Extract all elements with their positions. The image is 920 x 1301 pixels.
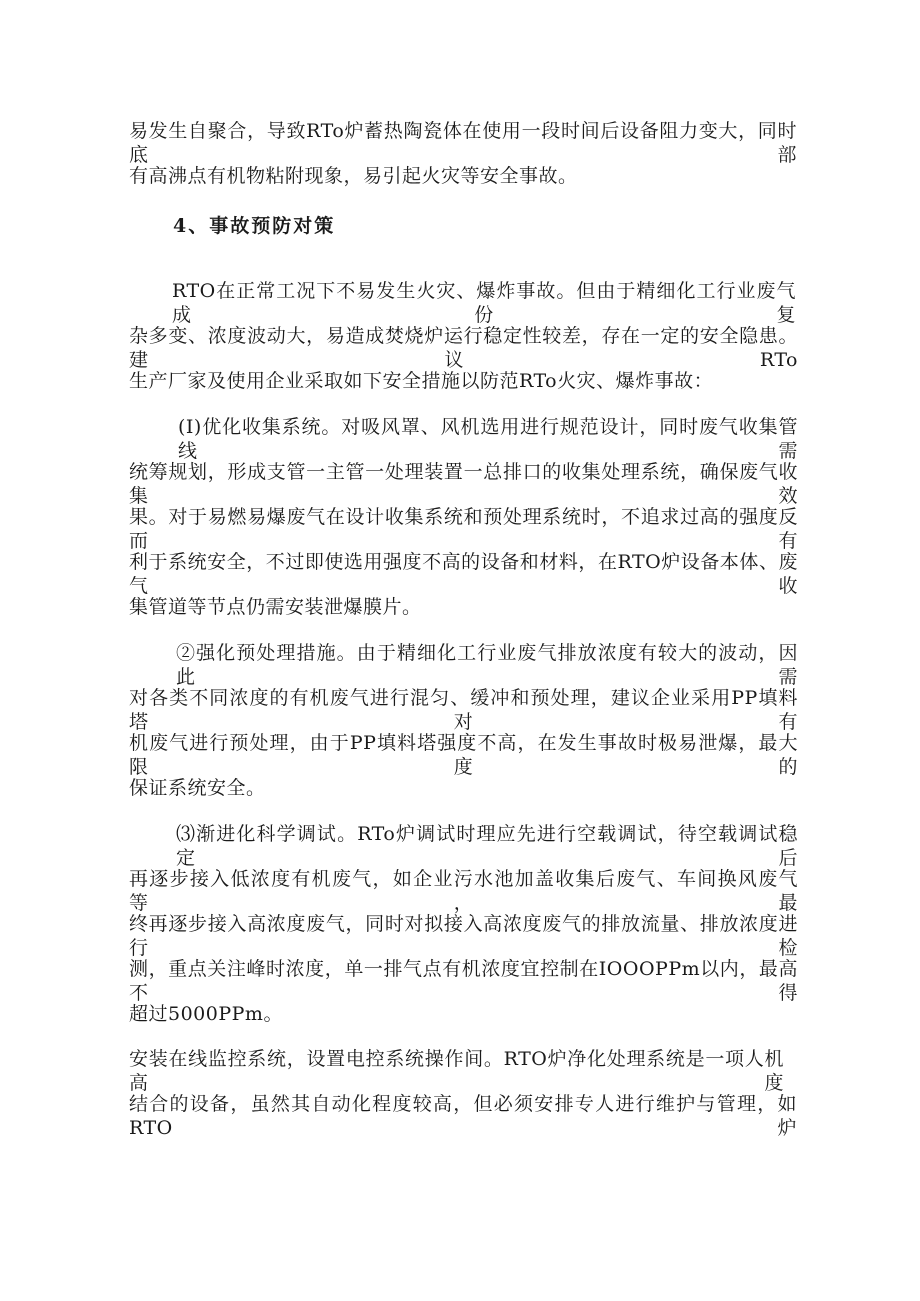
text-line: 保证系统安全。 [129, 777, 266, 799]
text-line: 终再逐步接入高浓度废气，同时对拟接入高浓度废气的排放流量、排放浓度进行检 [129, 913, 798, 959]
text-line: 统筹规划，形成支管一主管一处理装置一总排口的收集处理系统，确保废气收集效 [129, 461, 798, 507]
text-line: 再逐步接入低浓度有机废气，如企业污水池加盖收集后废气、车间换风废气等，最 [129, 868, 798, 914]
text-line: RTO在正常工况下不易发生火灾、爆炸事故。但由于精细化工行业废气成份复 [172, 280, 796, 326]
text-line: 超过5000PPm。 [129, 1003, 283, 1025]
text-line: 集管道等节点仍需安装泄爆膜片。 [129, 596, 422, 618]
text-line: 测，重点关注峰时浓度，单一排气点有机浓度宜控制在IOOOPPm以内，最高不得 [129, 958, 798, 1004]
section-heading: 4、事故预防对策 [173, 215, 336, 237]
text-line: 生产厂家及使用企业采取如下安全措施以防范RTo火灾、爆炸事故： [129, 370, 714, 392]
text-line: 易发生自聚合，导致RTo炉蓄热陶瓷体在使用一段时间后设备阻力变大，同时底部 [129, 120, 797, 166]
text-line: 果。对于易燃易爆废气在设计收集系统和预处理系统时，不追求过高的强度反而有 [129, 506, 798, 552]
text-line: 机废气进行预处理，由于PP填料塔强度不高，在发生事故时极易泄爆，最大限度的 [129, 732, 798, 778]
text-line: 对各类不同浓度的有机废气进行混匀、缓冲和预处理，建议企业采用PP填料塔对有 [129, 687, 798, 733]
text-line: 利于系统安全，不过即使选用强度不高的设备和材料，在RTO炉设备本体、废气收 [129, 551, 798, 597]
text-line: 有高沸点有机物粘附现象，易引起火灾等安全事故。 [129, 165, 578, 187]
text-line: 安装在线监控系统，设置电控系统操作间。RTO炉净化处理系统是一项人机高度 [129, 1048, 784, 1094]
text-line: ⑶渐进化科学调试。RTo炉调试时理应先进行空载调试，待空载调试稳定后 [176, 823, 798, 869]
text-line: 结合的设备，虽然其自动化程度较高，但必须安排专人进行维护与管理，如RTO炉 [129, 1093, 797, 1139]
text-line: (I)优化收集系统。对吸风罩、风机选用进行规范设计，同时废气收集管线需 [178, 416, 798, 462]
text-line: ②强化预处理措施。由于精细化工行业废气排放浓度有较大的波动，因此需 [176, 642, 798, 688]
text-line: 杂多变、浓度波动大，易造成焚烧炉运行稳定性较差，存在一定的安全隐患。建议RTo [129, 325, 798, 371]
